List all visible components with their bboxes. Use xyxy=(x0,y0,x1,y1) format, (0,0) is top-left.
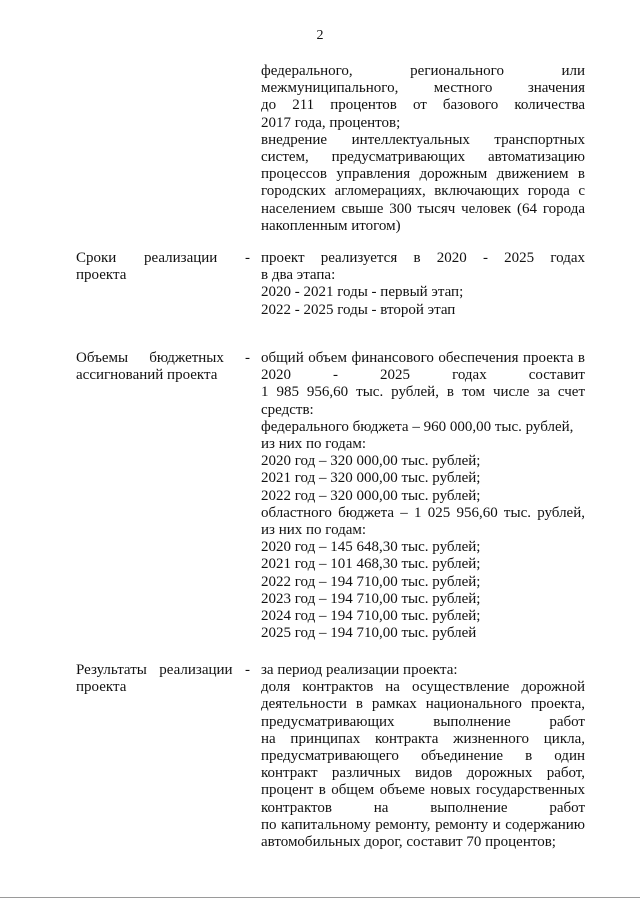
text-line: в два этапа: xyxy=(261,267,336,284)
text-line: контракт различных видов дорожных работ, xyxy=(261,765,585,782)
text-line: за период реализации проекта: xyxy=(261,662,458,678)
text-line: 2020 год – 320 000,00 тыс. рублей; xyxy=(261,453,481,470)
text-line: проект реализуется в 2020 - 2025 годах xyxy=(261,250,585,266)
text-line: доля контрактов на осуществление дорожной xyxy=(261,679,585,696)
text-line: на принципах контракта жизненного цикла, xyxy=(261,730,585,747)
intro-text xyxy=(261,63,585,235)
text-line: областного бюджета – 1 025 956,60 тыс. рублей, xyxy=(261,504,585,521)
text-line: контрактов на выполнение работ xyxy=(261,799,585,816)
text-line: автомобильных дорог, составит 70 процентов; xyxy=(261,834,556,851)
text-line: 2022 год – 320 000,00 тыс. рублей; xyxy=(261,487,481,504)
label-line: проекта xyxy=(76,679,127,696)
text-line: предусматривающих выполнение работ xyxy=(261,713,585,730)
section-value-results xyxy=(261,662,585,851)
text-line: из них по годам: xyxy=(261,522,367,539)
scan-edge-line xyxy=(0,897,640,898)
section-value-budget xyxy=(261,350,585,642)
label-line: Объемы бюджетных - xyxy=(76,350,250,366)
text-line: общий объем финансового обеспечения проекта в xyxy=(261,350,585,366)
text-line: 2020 - 2021 годы - первый этап; xyxy=(261,284,464,301)
text-line: предусматривающего объединение в один xyxy=(261,748,585,765)
text-line: 2023 год – 194 710,00 тыс. рублей; xyxy=(261,590,481,607)
label-line: Результаты реализации - xyxy=(76,662,250,678)
label-line: проекта xyxy=(76,267,127,284)
text-line: внедрение интеллектуальных транспортных xyxy=(261,131,585,148)
text-line: 2017 года, процентов; xyxy=(261,114,401,131)
text-line: 2020 - 2025 годах составит xyxy=(261,367,585,384)
section-label-timeline xyxy=(76,250,250,284)
text-line: 2021 год – 101 468,30 тыс. рублей; xyxy=(261,556,481,573)
section-value-timeline xyxy=(261,250,585,319)
text-line: систем, предусматривающих автоматизацию xyxy=(261,149,585,166)
page-number: 2 xyxy=(316,28,324,43)
text-line: до 211 процентов от базового количества xyxy=(261,97,585,114)
text-line: 2021 год – 320 000,00 тыс. рублей; xyxy=(261,470,481,487)
text-line: деятельности в рамках национального проекта, xyxy=(261,696,585,713)
text-line: процессов управления дорожным движением в xyxy=(261,166,585,183)
text-line: процент в общем объеме новых государственных xyxy=(261,782,585,799)
text-line: городских агломерациях, включающих города с xyxy=(261,183,585,200)
text-line: межмуниципального, местного значения xyxy=(261,80,585,97)
text-line: накопленным итогом) xyxy=(261,217,401,234)
text-line: средств: xyxy=(261,401,314,418)
text-line: федерального бюджета – 960 000,00 тыс. рублей, xyxy=(261,418,574,435)
section-label-budget xyxy=(76,350,250,384)
text-line: 1 985 956,60 тыс. рублей, в том числе за счет xyxy=(261,384,585,401)
text-line: 2020 год – 145 648,30 тыс. рублей; xyxy=(261,539,481,556)
label-line: ассигнований проекта xyxy=(76,367,218,384)
text-line: 2025 год – 194 710,00 тыс. рублей xyxy=(261,625,477,642)
text-line: федерального, регионального или xyxy=(261,63,585,79)
text-line: 2024 год – 194 710,00 тыс. рублей; xyxy=(261,608,481,625)
label-line: Сроки реализации - xyxy=(76,250,250,266)
section-label-results xyxy=(76,662,250,696)
text-line: 2022 - 2025 годы - второй этап xyxy=(261,301,456,318)
text-line: населением свыше 300 тысяч человек (64 города xyxy=(261,200,585,217)
text-line: из них по годам: xyxy=(261,436,367,453)
text-line: по капитальному ремонту, ремонту и содержанию xyxy=(261,816,585,833)
text-line: 2022 год – 194 710,00 тыс. рублей; xyxy=(261,573,481,590)
